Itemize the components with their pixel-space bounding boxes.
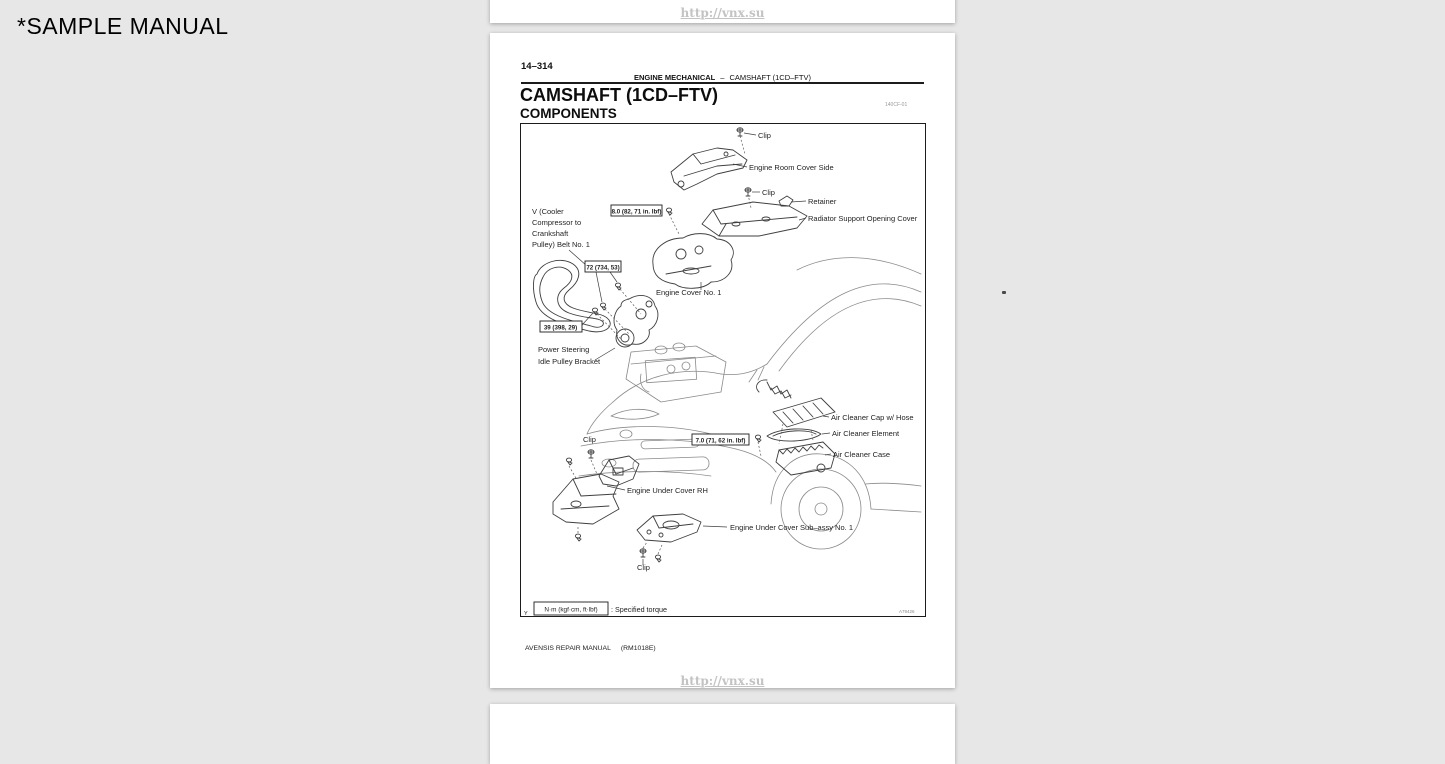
label-air-cleaner-case: Air Cleaner Case bbox=[833, 450, 891, 459]
watermark-link[interactable]: http://vnx.su bbox=[680, 674, 765, 688]
watermark-link[interactable]: http://vnx.su bbox=[680, 6, 765, 20]
torque-spec-7-0: 7.0 (71, 62 in. lbf) bbox=[695, 437, 746, 445]
label-air-cleaner-element: Air Cleaner Element bbox=[832, 429, 900, 438]
legend-y-marker: Y bbox=[524, 611, 528, 616]
label-v-belt-1: V (Cooler bbox=[532, 207, 564, 216]
label-clip-mid: Clip bbox=[762, 188, 775, 197]
clip-icons-bottom bbox=[588, 450, 646, 557]
engine-cover-no1-drawing bbox=[653, 234, 733, 289]
air-cleaner-drawing bbox=[757, 380, 835, 475]
part-labels bbox=[532, 131, 918, 572]
torque-spec-8-0: 8.0 (82, 71 in. lbf) bbox=[611, 208, 662, 216]
manual-page bbox=[490, 33, 955, 688]
label-v-belt-2: Compressor to bbox=[532, 218, 582, 227]
figure-code: A79426 bbox=[899, 609, 915, 614]
page-number: 14–314 bbox=[521, 61, 553, 72]
label-clip-bottom: Clip bbox=[637, 563, 650, 572]
header-rule bbox=[521, 82, 924, 84]
footer-manual-code: (RM1018E) bbox=[620, 645, 656, 652]
legend-torque-desc: : Specified torque bbox=[611, 605, 667, 614]
page-title: CAMSHAFT (1CD–FTV) bbox=[520, 85, 718, 105]
label-power-steering-1: Power Steering bbox=[538, 345, 590, 354]
label-engine-room-cover-side: Engine Room Cover Side bbox=[749, 163, 834, 172]
page-subtitle: COMPONENTS bbox=[520, 106, 617, 121]
running-header bbox=[521, 73, 924, 82]
label-engine-cover-no1: Engine Cover No. 1 bbox=[656, 288, 722, 297]
components-diagram bbox=[520, 123, 926, 617]
label-clip-top: Clip bbox=[758, 131, 771, 140]
label-retainer: Retainer bbox=[808, 197, 837, 206]
label-clip-left: Clip bbox=[583, 435, 596, 444]
revision-code: 140CF-01 bbox=[885, 102, 908, 108]
exploded-view-svg bbox=[521, 124, 925, 616]
running-header-topic: CAMSHAFT (1CD–FTV) bbox=[729, 73, 811, 82]
speck-artifact bbox=[1002, 291, 1006, 294]
clip-top-icon bbox=[737, 128, 743, 136]
radiator-support-opening-cover-drawing bbox=[702, 202, 807, 236]
engine-room-cover-side-drawing bbox=[671, 148, 747, 190]
power-steering-bracket-drawing bbox=[614, 295, 658, 347]
label-engine-under-cover-subassy: Engine Under Cover Sub–assy No. 1 bbox=[730, 523, 853, 532]
label-engine-under-cover-rh: Engine Under Cover RH bbox=[627, 486, 708, 495]
torque-spec-39: 39 (398, 29) bbox=[543, 324, 578, 332]
sample-manual-label: *SAMPLE MANUAL bbox=[17, 13, 229, 39]
running-header-separator: – bbox=[720, 73, 725, 82]
label-power-steering-2: Idle Pulley Bracket bbox=[538, 357, 601, 366]
page-footer bbox=[525, 645, 656, 652]
engine-under-cover-subassy-drawing bbox=[637, 514, 701, 542]
leader-lines bbox=[569, 133, 831, 565]
page-next bbox=[490, 704, 955, 764]
label-air-cleaner-cap: Air Cleaner Cap w/ Hose bbox=[831, 413, 914, 422]
torque-legend bbox=[524, 602, 915, 616]
footer-manual-title: AVENSIS REPAIR MANUAL bbox=[525, 645, 611, 652]
retainer-drawing bbox=[779, 196, 793, 206]
legend-torque-unit: N·m (kgf·cm, ft·lbf) bbox=[544, 606, 598, 614]
running-header-section: ENGINE MECHANICAL bbox=[634, 73, 716, 82]
label-v-belt-3: Crankshaft bbox=[532, 229, 569, 238]
page-previous bbox=[490, 0, 955, 23]
label-v-belt-4: Pulley) Belt No. 1 bbox=[532, 240, 590, 249]
torque-spec-72: 72 (734, 53) bbox=[586, 264, 620, 272]
label-radiator-support-opening-cover: Radiator Support Opening Cover bbox=[808, 214, 918, 223]
